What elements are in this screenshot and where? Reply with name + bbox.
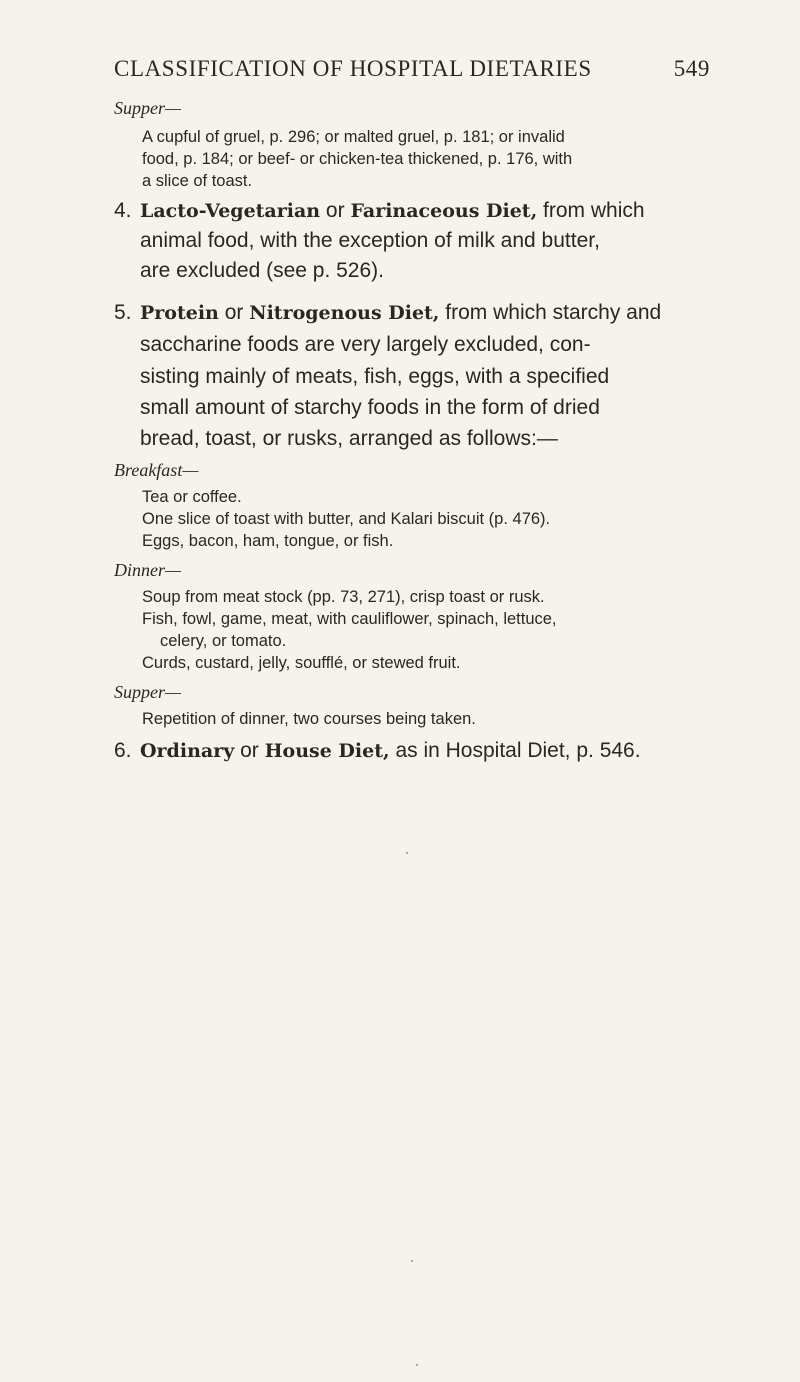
running-head [114,56,710,82]
connector: or [320,199,351,222]
item-5-line: sisting mainly of meats, fish, eggs, with a specified [140,365,610,388]
item-4-line: animal food, with the exception of milk and butter, [140,229,600,252]
item-number: 6. [114,739,132,762]
supper-label: Supper— [114,682,181,702]
dinner-line: celery, or tomato. [160,632,287,650]
breakfast-line: One slice of toast with butter, and Kalari biscuit (p. 476). [142,510,551,528]
item-4-heading [114,196,645,226]
supper-intro-label: Supper— [114,98,181,118]
connector: or [234,739,265,762]
connector: or [218,301,250,324]
page-title: CLASSIFICATION OF HOSPITAL DIETARIES [114,56,592,81]
breakfast-line: Eggs, bacon, ham, tongue, or fish. [142,532,394,550]
paper-speck [416,1364,418,1366]
dinner-label: Dinner— [114,560,181,580]
item-text: from which [537,199,645,222]
item-5-heading [114,298,661,328]
paper-speck [411,1260,413,1262]
supper-intro-line: a slice of toast. [142,172,253,190]
dinner-line: Soup from meat stock (pp. 73, 271), crisp toast or rusk. [142,588,545,606]
item-number: 4. [114,199,132,222]
supper-intro-line: food, p. 184; or beef- or chicken-tea thickened, p. 176, with [142,150,573,168]
item-5-line: small amount of starchy foods in the form of dried [140,396,600,419]
diet-name: Protein [140,302,219,324]
item-6-heading [114,736,641,766]
item-text: from which starchy and [439,301,662,324]
item-5-line: bread, toast, or rusks, arranged as follows:— [140,427,558,450]
breakfast-label: Breakfast— [114,460,199,480]
diet-name-2: Farinaceous Diet, [350,200,538,222]
diet-name: Lacto-Vegetarian [140,200,321,222]
breakfast-line: Tea or coffee. [142,488,242,506]
supper-intro-line: A cupful of gruel, p. 296; or malted gruel, p. 181; or invalid [142,128,565,146]
item-4-line: are excluded (see p. 526). [140,259,384,282]
item-5-line: saccharine foods are very largely excluded, con- [140,333,591,356]
item-text: as in Hospital Diet, p. 546. [389,739,641,762]
paper-speck [406,852,408,854]
diet-name: Ordinary [140,740,235,762]
supper-line: Repetition of dinner, two courses being taken. [142,710,476,728]
dinner-line: Curds, custard, jelly, soufflé, or stewed fruit. [142,654,461,672]
diet-name-2: Nitrogenous Diet, [249,302,440,324]
page-number: 549 [673,56,710,81]
diet-name-2: House Diet, [264,740,390,762]
dinner-line: Fish, fowl, game, meat, with cauliflower, spinach, lettuce, [142,610,557,628]
item-number: 5. [114,301,132,324]
